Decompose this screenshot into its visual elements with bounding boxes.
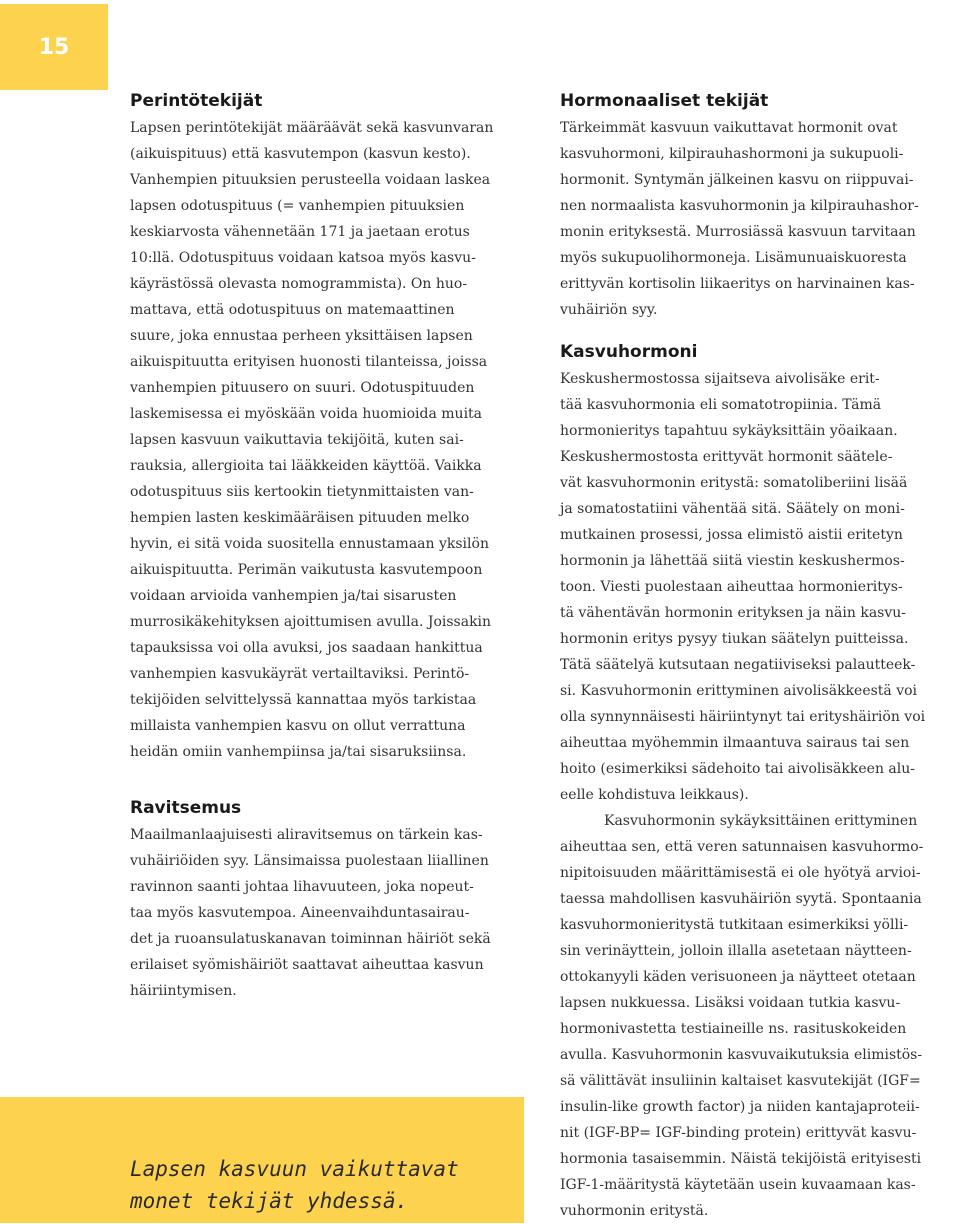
text-line: hyvin, ei sitä voida suositella ennustamaan yksilön — [130, 536, 489, 552]
text-line: hoito (esimerkiksi sädehoito tai aivolisäkkeen alu- — [560, 761, 915, 777]
text-line: nit (IGF-BP= IGF-binding protein) erittyvät kasvu- — [560, 1125, 917, 1141]
text-line: Keskushermostosta erittyvät hormonit säätele- — [560, 449, 893, 465]
text-line: mattava, että odotuspituus on matemaattinen — [130, 302, 455, 318]
text-line: nipitoisuuden määrittämisestä ei ole hyötyä arvioi- — [560, 865, 921, 881]
text-line: vuhäiriöiden syy. Länsimaissa puolestaan liiallinen — [130, 853, 489, 869]
text-line: hempien lasten keskimääräisen pituuden melko — [130, 510, 470, 526]
text-line: Maailmanlaajuisesti aliravitsemus on tärkein kas- — [130, 827, 483, 843]
text-line: hormonin eritys pysyy tiukan säätelyn puitteissa. — [560, 631, 909, 647]
paragraph-hormonaaliset — [560, 115, 960, 323]
text-line: insulin-like growth factor) ja niiden kantajaproteii- — [560, 1099, 920, 1115]
text-line: tapauksissa voi olla avuksi, jos saadaan hankittua — [130, 640, 483, 656]
text-line: hormonieritys tapahtuu sykäyksittäin yöaikaan. — [560, 423, 898, 439]
text-line: kasvuhormoni, kilpirauhashormoni ja sukupuoli- — [560, 146, 904, 162]
left-column — [130, 90, 510, 1004]
text-line: vuhäiriön syy. — [560, 302, 658, 318]
text-line: lapsen odotuspituus (= vanhempien pituuksien — [130, 198, 465, 214]
text-line: Kasvuhormonin sykäyksittäinen erittyminen — [604, 813, 918, 829]
text-line: eelle kohdistuva leikkaus). — [560, 787, 749, 803]
text-line: nen normaalista kasvuhormonin ja kilpirauhashor- — [560, 198, 919, 214]
text-line: aikuispituutta. Perimän vaikutusta kasvutempoon — [130, 562, 483, 578]
text-line: lapsen kasvuun vaikuttavia tekijöitä, kuten sai- — [130, 432, 464, 448]
text-line: suure, joka ennustaa perheen yksittäisen lapsen — [130, 328, 473, 344]
text-line: aiheuttaa myöhemmin ilmaantuva sairaus tai sen — [560, 735, 910, 751]
text-line: murrosikäkehityksen ajoittumisen avulla. Joissakin — [130, 614, 492, 630]
section-heading-ravitsemus: Ravitsemus — [130, 798, 242, 818]
text-line: tekijöiden selvittelyssä kannattaa myös tarkistaa — [130, 692, 477, 708]
paragraph-kasvuhormoni-2 — [560, 808, 960, 1224]
text-line: vuhormonin eritystä. — [560, 1203, 709, 1219]
text-line: hormonit. Syntymän jälkeinen kasvu on riippuvai- — [560, 172, 914, 188]
text-line: Tätä säätelyä kutsutaan negatiiviseksi palautteek- — [560, 657, 916, 673]
text-line: Keskushermostossa sijaitseva aivolisäke erit- — [560, 371, 880, 387]
text-line: laskemisessa ei myöskään voida huomioida muita — [130, 406, 483, 422]
text-line: vanhempien kasvukäyrät vertailtaviksi. Perintö- — [130, 666, 470, 682]
page-number: 15 — [38, 34, 70, 60]
text-line: ja somatostatiini vähentää sitä. Säätely on moni- — [560, 501, 905, 517]
text-line: erittyvän kortisolin liikaeritys on harvinainen kas- — [560, 276, 915, 292]
text-line: mutkainen prosessi, jossa elimistö aistii eritetyn — [560, 527, 903, 543]
text-line: sä välittävät insuliinin kaltaiset kasvutekijät (IGF= — [560, 1073, 921, 1089]
text-line: (aikuispituus) että kasvutempon (kasvun kesto). — [130, 146, 471, 162]
text-line: taessa mahdollisen kasvuhäiriön syytä. Spontaania — [560, 891, 922, 907]
text-line: si. Kasvuhormonin erittyminen aivolisäkkeestä voi — [560, 683, 918, 699]
text-line: det ja ruoansulatuskanavan toiminnan häiriöt sekä — [130, 931, 491, 947]
text-line: tää kasvuhormonia eli somatotropiinia. Tämä — [560, 397, 882, 413]
text-line: erilaiset syömishäiriöt saattavat aiheuttaa kasvun — [130, 957, 484, 973]
text-line: tä vähentävän hormonin erityksen ja näin kasvu- — [560, 605, 907, 621]
text-line: vanhempien pituusero on suuri. Odotuspituuden — [130, 380, 475, 396]
right-column — [560, 90, 960, 1224]
text-line: monin erityksestä. Murrosiässä kasvuun tarvitaan — [560, 224, 916, 240]
text-line: rauksia, allergioita tai lääkkeiden käyttöä. Vaikka — [130, 458, 482, 474]
text-line: heidän omiin vanhempiinsa ja/tai sisaruksiinsa. — [130, 744, 467, 760]
text-line: kasvuhormonieritystä tutkitaan esimerkiksi yölli- — [560, 917, 909, 933]
text-line: aikuispituutta erityisen huonosti tilanteissa, joissa — [130, 354, 488, 370]
text-line: myös sukupuolihormoneja. Lisämunuaiskuoresta — [560, 250, 907, 266]
page-number-badge — [0, 4, 108, 90]
paragraph-perintotekijat — [130, 115, 510, 765]
text-line: avulla. Kasvuhormonin kasvuvaikutuksia elimistös- — [560, 1047, 923, 1063]
text-line: ottokanyyli käden verisuoneen ja näytteet otetaan — [560, 969, 916, 985]
text-line: taa myös kasvutempoa. Aineenvaihduntasairau- — [130, 905, 470, 921]
text-line: sin verinäyttein, jolloin illalla asetetaan näytteen- — [560, 943, 912, 959]
text-line: millaista vanhempien kasvu on ollut verrattuna — [130, 718, 466, 734]
text-line: voidaan arvioida vanhempien ja/tai sisarusten — [130, 588, 457, 604]
text-line: hormonivastetta testiaineille ns. rasituskokeiden — [560, 1021, 907, 1037]
text-line: vät kasvuhormonin eritystä: somatoliberiini lisää — [560, 475, 908, 491]
text-line: odotuspituus siis kertookin tietynmittaisten van- — [130, 484, 474, 500]
section-heading-perintotekijat: Perintötekijät — [130, 91, 263, 111]
text-line: hormonin ja lähettää siitä viestin keskushermos- — [560, 553, 905, 569]
tagline — [130, 1153, 459, 1217]
tagline-line-1: Lapsen kasvuun vaikuttavat — [130, 1157, 459, 1181]
text-line: IGF-1-määritystä käytetään usein kuvaamaan kas- — [560, 1177, 916, 1193]
paragraph-ravitsemus — [130, 822, 510, 1004]
text-line: Lapsen perintötekijät määräävät sekä kasvunvaran — [130, 120, 494, 136]
text-line: toon. Viesti puolestaan aiheuttaa hormonieritys- — [560, 579, 903, 595]
text-line: hormonia tasaisemmin. Näistä tekijöistä erityisesti — [560, 1151, 922, 1167]
text-line: 10:llä. Odotuspituus voidaan katsoa myös kasvu- — [130, 250, 476, 266]
text-line: Vanhempien pituuksien perusteella voidaan laskea — [130, 172, 491, 188]
text-line: keskiarvosta vähennetään 171 ja jaetaan erotus — [130, 224, 470, 240]
text-line: lapsen nukkuessa. Lisäksi voidaan tutkia kasvu- — [560, 995, 901, 1011]
tagline-line-2: monet tekijät yhdessä. — [130, 1189, 409, 1213]
paragraph-kasvuhormoni-1 — [560, 366, 960, 808]
text-line: Tärkeimmät kasvuun vaikuttavat hormonit ovat — [560, 120, 898, 136]
section-heading-kasvuhormoni: Kasvuhormoni — [560, 342, 698, 362]
text-line: häiriintymisen. — [130, 983, 237, 999]
text-line: aiheuttaa sen, että veren satunnaisen kasvuhormo- — [560, 839, 924, 855]
section-heading-hormonaaliset: Hormonaaliset tekijät — [560, 91, 769, 111]
text-line: olla synnynnäisesti häiriintynyt tai erityshäiriön voi — [560, 709, 926, 725]
text-line: käyrästössä olevasta nomogrammista). On huo- — [130, 276, 468, 292]
text-line: ravinnon saanti johtaa lihavuuteen, joka nopeut- — [130, 879, 474, 895]
